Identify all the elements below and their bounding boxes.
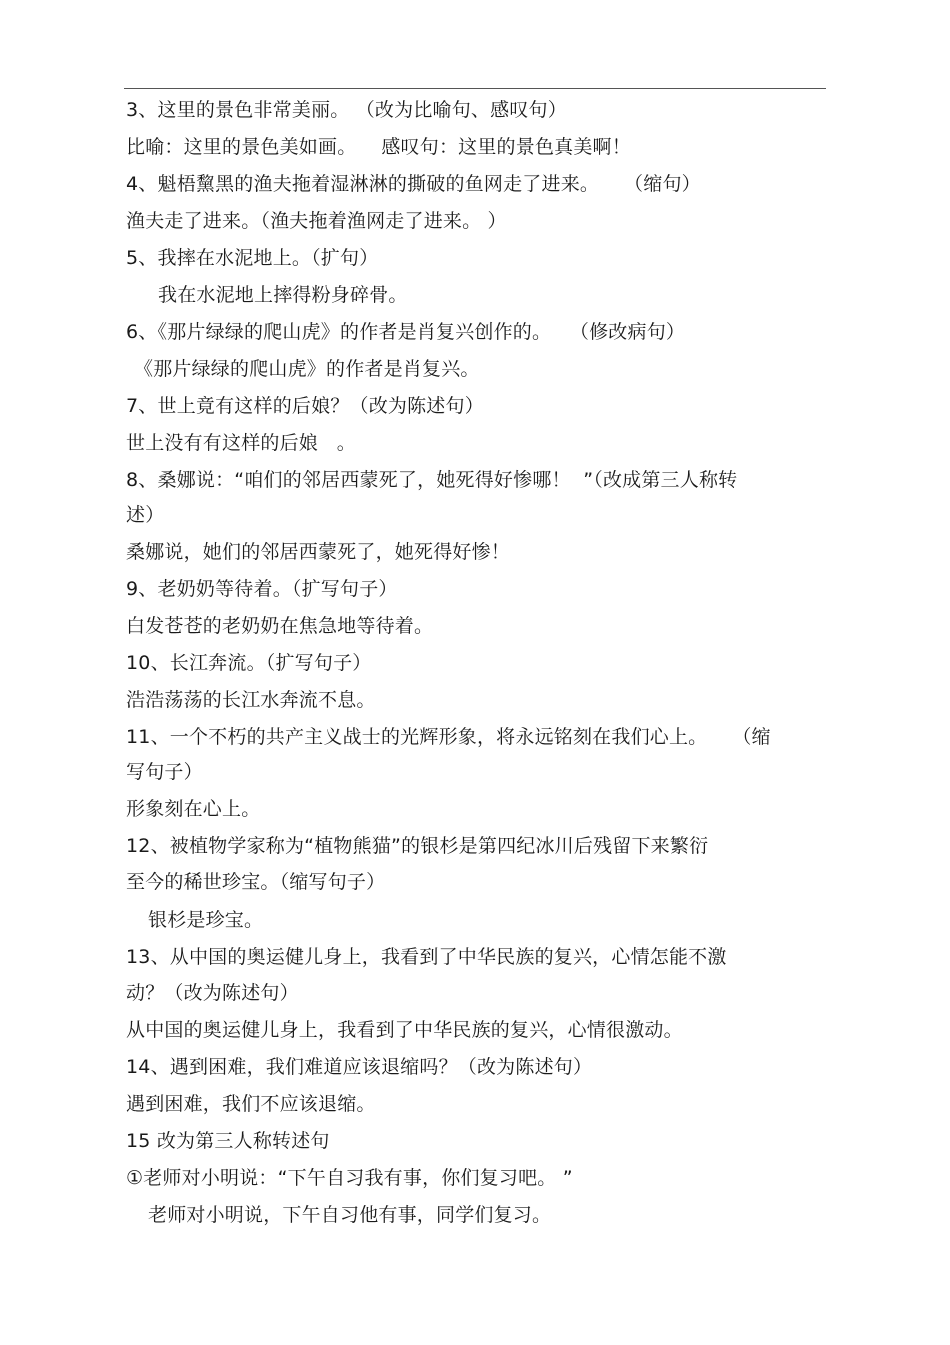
question-7: 7、世上竟有这样的后娘？（改为陈述句）: [126, 395, 484, 417]
question-6: 6、《那片绿绿的爬山虎》的作者是肖复兴创作的。 （修改病句）: [126, 321, 686, 343]
question-4: 4、魁梧黧黑的渔夫拖着湿淋淋的撕破的鱼网走了进来。 （缩句）: [126, 173, 701, 195]
question-11-cont: 写句子）: [126, 761, 203, 783]
question-13: 13、从中国的奥运健儿身上，我看到了中华民族的复兴，心情怎能不激: [126, 946, 727, 968]
question-5: 5、我摔在水泥地上。（扩句）: [126, 247, 379, 269]
question-13-cont: 动？（改为陈述句）: [126, 982, 299, 1004]
answer-7: 世上没有有这样的后娘 。: [126, 432, 356, 454]
header-rule: [124, 88, 826, 89]
question-8: 8、桑娜说：“咱们的邻居西蒙死了，她死得好惨哪！ ”（改成第三人称转: [126, 469, 738, 491]
question-3: 3、这里的景色非常美丽。 （改为比喻句、感叹句）: [126, 99, 567, 121]
answer-4: 渔夫走了进来。（渔夫拖着渔网走了进来。 ）: [126, 210, 507, 232]
answer-6: 《那片绿绿的爬山虎》的作者是肖复兴。: [134, 358, 480, 380]
question-9: 9、老奶奶等待着。（扩写句子）: [126, 578, 398, 600]
question-14: 14、遇到困难，我们难道应该退缩吗？（改为陈述句）: [126, 1056, 593, 1078]
answer-8: 桑娜说，她们的邻居西蒙死了，她死得好惨！: [126, 541, 511, 563]
question-12: 12、被植物学家称为“植物熊猫”的银杉是第四纪冰川后残留下来繁衍: [126, 835, 709, 857]
question-8-cont: 述）: [126, 504, 165, 526]
answer-10: 浩浩荡荡的长江水奔流不息。: [126, 689, 376, 711]
answer-9: 白发苍苍的老奶奶在焦急地等待着。: [126, 615, 434, 637]
answer-11: 形象刻在心上。: [126, 798, 261, 820]
question-15: 15 改为第三人称转述句: [126, 1130, 330, 1152]
question-15-item-1: ①老师对小明说：“下午自习我有事，你们复习吧。 ”: [126, 1167, 573, 1189]
answer-15-item-1: 老师对小明说，下午自习他有事，同学们复习。: [148, 1204, 552, 1226]
answer-3: 比喻：这里的景色美如画。 感叹句：这里的景色真美啊！: [126, 136, 631, 158]
answer-14: 遇到困难，我们不应该退缩。: [126, 1093, 376, 1115]
answer-12: 银杉是珍宝。: [148, 909, 264, 931]
question-11: 11、一个不朽的共产主义战士的光辉形象，将永远铭刻在我们心上。 （缩: [126, 726, 771, 748]
answer-5: 我在水泥地上摔得粉身碎骨。: [158, 284, 408, 306]
question-10: 10、长江奔流。（扩写句子）: [126, 652, 372, 674]
answer-13: 从中国的奥运健儿身上，我看到了中华民族的复兴，心情很激动。: [126, 1019, 683, 1041]
question-12-cont: 至今的稀世珍宝。（缩写句子）: [126, 871, 386, 893]
